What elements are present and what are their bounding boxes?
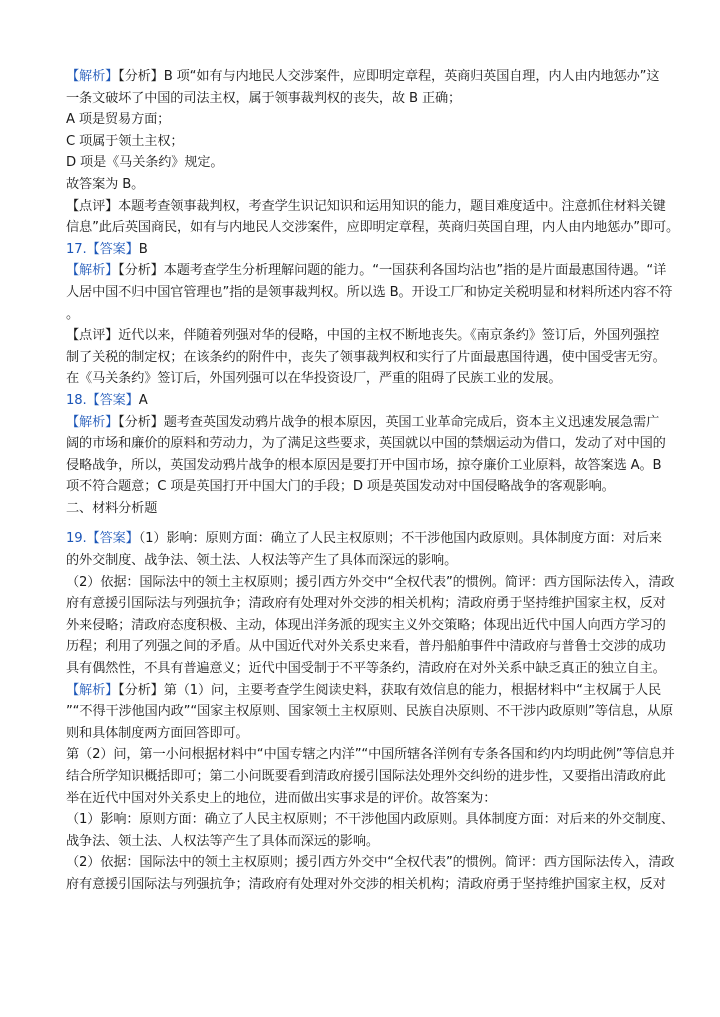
- text-run: 【分析】第（1）问，主要考查学生阅读史料，获取有效信息的能力，根据材料中“主权属于人民: [118, 682, 662, 698]
- text-line: [66, 680, 662, 702]
- label-tag: 19.: [66, 531, 87, 547]
- text-run: 阔的市场和廉价的原料和劳动力，为了满足这些要求，英国就以中国的禁烟运动为借口，发动了对中国的: [66, 436, 666, 452]
- text-line: [66, 347, 666, 369]
- text-run: 一条文破坏了中国的司法主权，属于领事裁判权的丧失，故 B 正确；: [66, 90, 462, 106]
- text-line: [66, 217, 680, 239]
- label-tag: 【解析】: [66, 414, 119, 430]
- label-tag: 【解析】: [66, 682, 119, 698]
- text-line: [66, 744, 675, 766]
- text-line: [66, 131, 654, 153]
- text-line: [66, 412, 660, 434]
- text-line: [66, 874, 666, 896]
- text-run: （1）影响：原则方面：确立了人民主权原则；不干涉他国内政原则。具体制度方面：对后来的外交制度、: [66, 812, 674, 828]
- text-line: [66, 476, 654, 498]
- text-run: 具有偶然性，不具有普遍意义；近代中国受制于不平等条约，清政府在对外关系中缺乏真正的独立自主。: [66, 661, 666, 677]
- text-line: [66, 852, 675, 874]
- text-run: A 项是贸易方面；: [66, 112, 171, 128]
- text-run: 府有意援引国际法与列强抗争；清政府有处理对外交涉的相关机构；清政府勇于坚持维护国家主权，反对: [66, 596, 666, 612]
- text-run: 。: [66, 306, 80, 322]
- text-run: 结合所学知识概括即可；第二小问既要看到清政府援引国际法处理外交纠纷的进步性，又要指出清政府此: [66, 769, 666, 784]
- text-line: [66, 325, 660, 347]
- text-line: [66, 196, 666, 218]
- text-run: B: [138, 241, 148, 257]
- text-run: 在《马关条约》签订后，外国列强可以在华投资设厂，严重的阻碍了民族工业的发展。: [66, 371, 562, 387]
- text-run: 【分析】B 项“如有与内地民人交涉案件，应即明定章程，英商归英国自理，内人由内地惩办”这: [118, 69, 660, 84]
- text-line: [66, 723, 654, 745]
- text-run: ”“不得干涉他国内政”“国家主权原则、国家领土主权原则、民族自决原则、不干涉内政原则”等信息，从原: [66, 704, 674, 720]
- text-line: [66, 658, 666, 680]
- text-run: （2）依据：国际法中的领土主权原则；援引西方外交中“全权代表”的惯例。简评：西方国际法传入，清政: [66, 574, 675, 590]
- text-line: [66, 766, 666, 788]
- text-line: [66, 88, 654, 110]
- text-run: A: [138, 392, 148, 408]
- text-line: [66, 636, 666, 658]
- text-run: 项不符合题意；C 项是英国打开中国大门的手段；D 项是英国发动对中国侵略战争的客观影响。: [66, 479, 615, 495]
- text-run: 则和具体制度两方面回答即可。: [66, 725, 249, 741]
- text-run: （1）影响：原则方面：确立了人民主权原则；不干涉他国内政原则。具体制度方面：对后来: [138, 531, 662, 547]
- text-line: [66, 498, 654, 520]
- text-run: 历程；利用了列强之间的矛盾。从中国近代对外关系史来看，普丹船舶事件中清政府与普鲁士交涉的成功: [66, 639, 666, 655]
- text-run: 的外交制度、战争法、领土法、人权法等产生了具体而深远的影响。: [66, 553, 458, 569]
- text-run: 二、材料分析题: [66, 500, 158, 516]
- label-tag: 18.: [66, 392, 87, 408]
- text-line: [66, 66, 660, 88]
- text-line: [66, 809, 674, 831]
- label-tag: 17.: [66, 241, 87, 257]
- text-run: 外来侵略；清政府态度积极、主动，体现出洋务派的现实主义外交策略；体现出近代中国人向西方学习的: [66, 617, 666, 633]
- text-line: [66, 831, 654, 853]
- text-run: 侵略战争，所以，英国发动鸦片战争的根本原因是要打开中国市场，掠夺廉价工业原料，故答案选 A。B: [66, 457, 662, 473]
- text-run: 【点评】本题考查领事裁判权，考查学生识记知识和运用知识的能力，题目难度适中。注意抓住材料关键: [66, 198, 666, 214]
- text-run: （2）依据：国际法中的领土主权原则；援引西方外交中“全权代表”的惯例。简评：西方国际法传入，清政: [66, 855, 675, 871]
- label-tag: 【答案】: [86, 531, 139, 547]
- text-line: [66, 572, 675, 594]
- text-line: [66, 304, 654, 326]
- text-line: [66, 615, 666, 637]
- text-run: 【分析】题考查英国发动鸦片战争的根本原因，英国工业革命完成后，资本主义迅速发展急需广: [118, 414, 660, 430]
- section-gap: [66, 519, 654, 528]
- label-tag: 【解析】: [66, 69, 119, 84]
- text-line: [66, 701, 674, 723]
- text-run: D 项是《马关条约》规定。: [66, 155, 224, 171]
- text-line: [66, 152, 654, 174]
- text-run: 制了关税的制定权；在该条约的附件中，丧失了领事裁判权和实行了片面最惠国待遇，使中国受害无穷。: [66, 349, 666, 365]
- text-line: [66, 260, 667, 282]
- text-line: [66, 550, 654, 572]
- text-run: 【分析】本题考查学生分析理解问题的能力。“一国获利各国均沾也”指的是片面最惠国待遇。“详: [118, 263, 667, 279]
- text-line: [66, 282, 673, 304]
- text-line: [66, 788, 654, 810]
- text-run: C 项属于领土主权；: [66, 133, 184, 149]
- text-run: 举在近代中国对外关系史上的地位，进而做出实事求是的评价。故答案为：: [66, 790, 497, 806]
- text-run: 信息”此后英国商民，如有与内地民人交涉案件，应即明定章程，英商归英国自理，内人由内地惩办”即可。: [66, 220, 680, 236]
- text-line: [66, 433, 666, 455]
- text-run: 人居中国不归中国官管理也”指的是领事裁判权。所以选 B。开设工厂和协定关税明显和材料所述内容不符: [66, 284, 673, 300]
- label-tag: 【答案】: [86, 392, 139, 408]
- text-run: 第（2）问，第一小问根据材料中“中国专辖之内洋”“中国所辖各洋例有专条各国和约内均明此例”等信息并: [66, 747, 675, 763]
- text-run: 府有意援引国际法与列强抗争；清政府有处理对外交涉的相关机构；清政府勇于坚持维护国家主权，反对: [66, 876, 666, 892]
- text-line: [66, 239, 654, 261]
- text-line: [66, 109, 654, 131]
- document-body: [66, 66, 680, 896]
- text-line: [66, 455, 662, 477]
- text-line: [66, 368, 654, 390]
- text-line: [66, 174, 654, 196]
- label-tag: 【解析】: [66, 263, 119, 279]
- text-run: 战争法、领土法、人权法等产生了具体而深远的影响。: [66, 833, 379, 849]
- text-line: [66, 528, 662, 550]
- label-tag: 【答案】: [86, 241, 139, 257]
- text-run: 故答案为 B。: [66, 176, 145, 192]
- text-line: [66, 390, 654, 412]
- text-run: 【点评】近代以来，伴随着列强对华的侵略，中国的主权不断地丧失。《南京条约》签订后，外国列强控: [66, 328, 660, 344]
- text-line: [66, 593, 666, 615]
